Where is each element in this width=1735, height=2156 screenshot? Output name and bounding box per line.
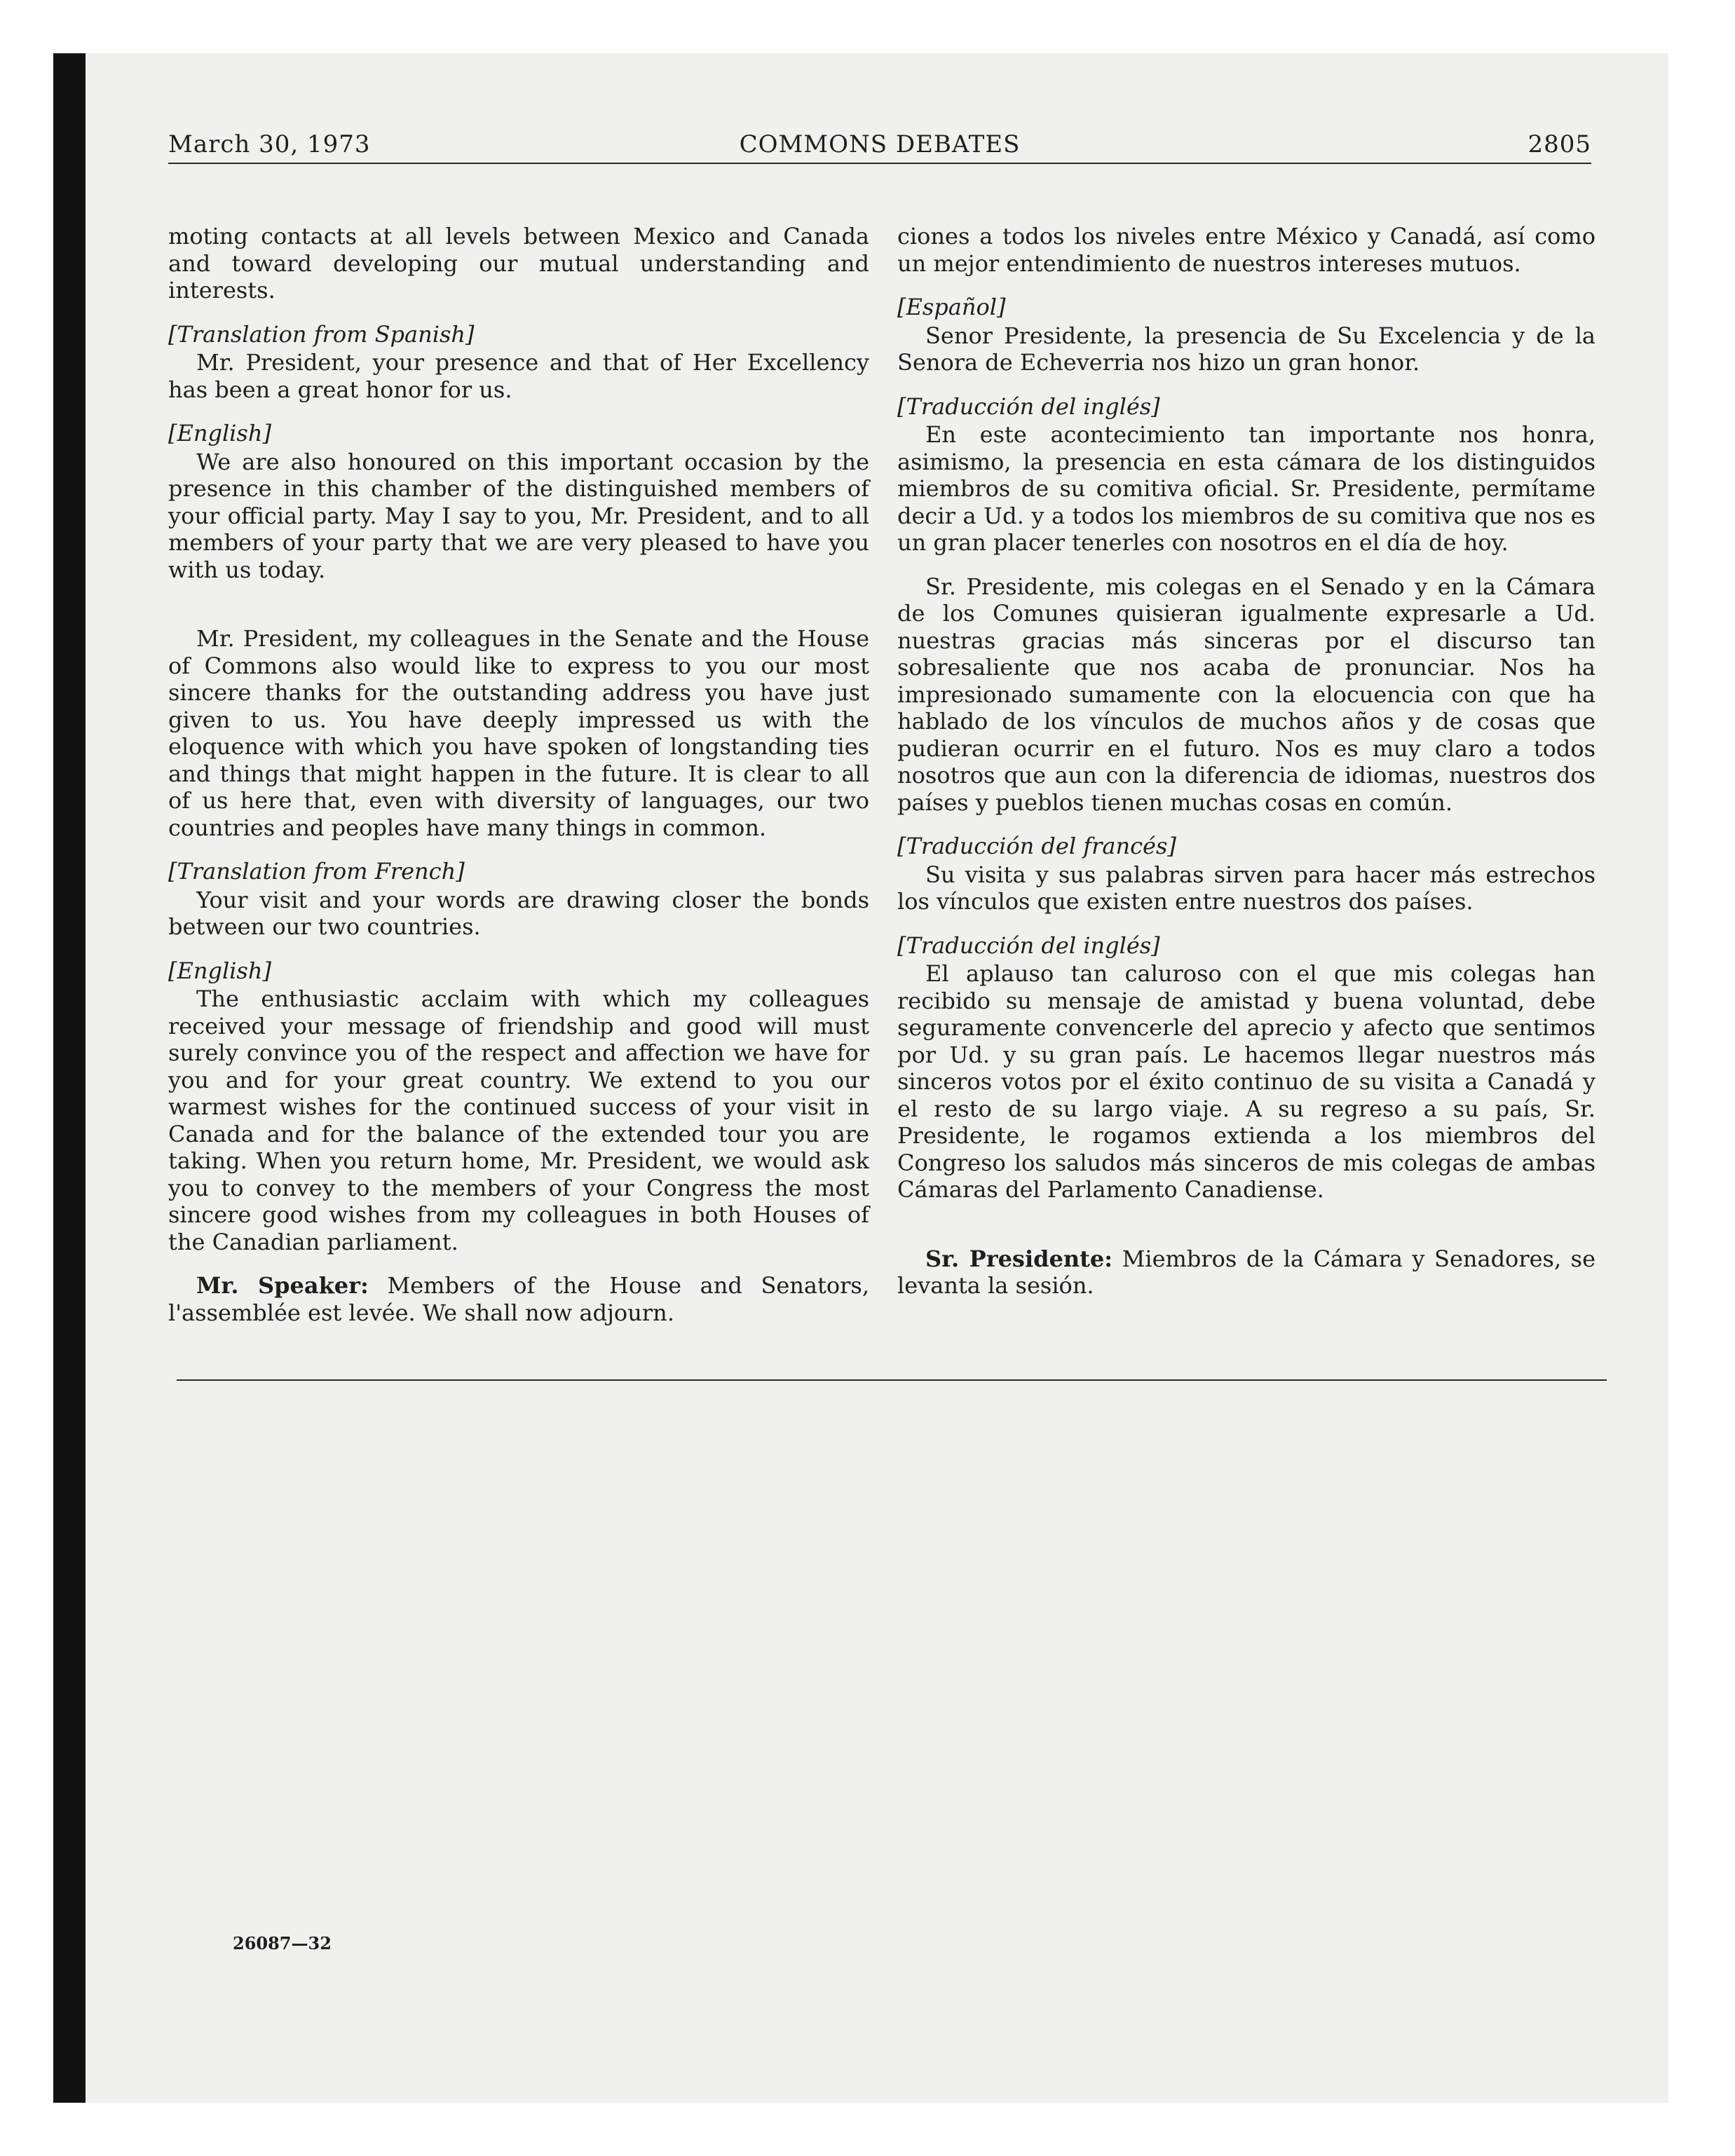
speaker-name: Sr. Presidente: — [925, 1245, 1113, 1272]
language-marker: [English] — [168, 420, 271, 446]
header-date: March 30, 1973 — [168, 130, 371, 158]
paragraph: moting contacts at all levels between Mexico and Canada and toward developing our mutual understanding and interests. — [168, 223, 869, 303]
speaker-name: Mr. Speaker: — [196, 1272, 369, 1299]
language-marker: [Translation from Spanish] — [168, 320, 475, 348]
header-page-number: 2805 — [1528, 130, 1591, 158]
paragraph: El aplauso tan caluroso con el que mis colegas han recibido su mensaje de amistad y buena voluntad, debe seguramente convencerle del aprecio y afecto que sentimos por Ud. y su gran país. Le hacemos llegar nuestros más sinceros votos por el éxito continuo de su visita a Canadá y el resto de su largo viaje. A su regreso a su país, Sr. Presidente, le rogamos extienda a los miembros del Congreso los saludos más sinceros de mis colegas de ambas Cámaras del Parlamento Canadiense. — [897, 960, 1595, 1203]
language-marker: [Traducción del inglés] — [897, 393, 1160, 420]
paragraph: Senor Presidente, la presencia de Su Excelencia y de la Senora de Echeverria nos hizo un gran honor. — [897, 322, 1595, 376]
paragraph: Your visit and your words are drawing closer the bonds between our two countries. — [168, 886, 869, 940]
language-marker: [Traducción del francés] — [897, 833, 1176, 859]
paragraph: We are also honoured on this important occasion by the presence in this chamber of the distinguished members of your official party. May I say to you, Mr. President, and to all members of your party that we are very pleased to have you with us today. — [168, 448, 869, 583]
paragraph: Sr. Presidente, mis colegas en el Senado y en la Cámara de los Comunes quisieran igualmente expresarle a Ud. nuestras gracias más sinceras por el discurso tan sobresaliente que nos acaba de pronunciar. Nos ha impresionado sumamente con la elocuencia con que ha hablado de los vínculos de muchos años y de cosas que pudieran ocurrir en el futuro. Nos es muy claro a todos nosotros que aun con la diferencia de idiomas, nuestros dos países y pueblos tienen muchas cosas en común. — [897, 573, 1595, 816]
english-column — [168, 223, 869, 1326]
language-marker: [Español] — [897, 294, 1006, 320]
language-marker: [Translation from French] — [168, 858, 465, 885]
spanish-column — [897, 223, 1595, 1299]
page-header — [168, 126, 1591, 164]
speaker-text: Miembros de la Cámara y Senadores, se levanta la sesión. — [897, 1245, 1596, 1299]
paragraph: Mr. President, my colleagues in the Senate and the House of Commons also would like to express to you our most sincere thanks for the outstanding address you have just given to us. You have deeply impressed us with the eloquence with which you have spoken of longstanding ties and things that might happen in the future. It is clear to all of us here that, even with diversity of languages, our two countries and peoples have many things in common. — [168, 625, 869, 841]
header-title: COMMONS DEBATES — [739, 130, 1021, 158]
paragraph: The enthusiastic acclaim with which my colleagues received your message of friendship and good will must surely convince you of the respect and affection we have for you and for your great country. We extend to you our warmest wishes for the continued success of your visit in Canada and for the balance of the extended tour you are taking. When you return home, Mr. President, we would ask you to convey to the members of your Congress the most sincere good wishes from my colleagues in both Houses of the Canadian parliament. — [168, 985, 869, 1255]
print-code: 26087—32 — [233, 1933, 332, 1953]
paragraph: ciones a todos los niveles entre México y Canadá, así como un mejor entendimiento de nuestros intereses mutuos. — [897, 223, 1595, 277]
scan-edge-bar — [53, 53, 86, 2103]
speaker-paragraph — [168, 1272, 869, 1326]
language-marker: [Traducción del inglés] — [897, 932, 1160, 959]
language-marker: [English] — [168, 957, 271, 984]
paragraph: Mr. President, your presence and that of Her Excellency has been a great honor for us. — [168, 349, 869, 403]
speaker-paragraph — [897, 1246, 1595, 1299]
section-divider — [177, 1379, 1607, 1381]
paragraph: En este acontecimiento tan importante nos honra, asimismo, la presencia en esta cámara de los distinguidos miembros de su comitiva oficial. Sr. Presidente, permítame decir a Ud. y a todos los miembros de su comitiva que nos es un gran placer tenerles con nosotros en el día de hoy. — [897, 421, 1595, 556]
paragraph: Su visita y sus palabras sirven para hacer más estrechos los vínculos que existen entre nuestros dos países. — [897, 861, 1595, 915]
speaker-text: Members of the House and Senators, l'assemblée est levée. We shall now adjourn. — [168, 1272, 870, 1326]
